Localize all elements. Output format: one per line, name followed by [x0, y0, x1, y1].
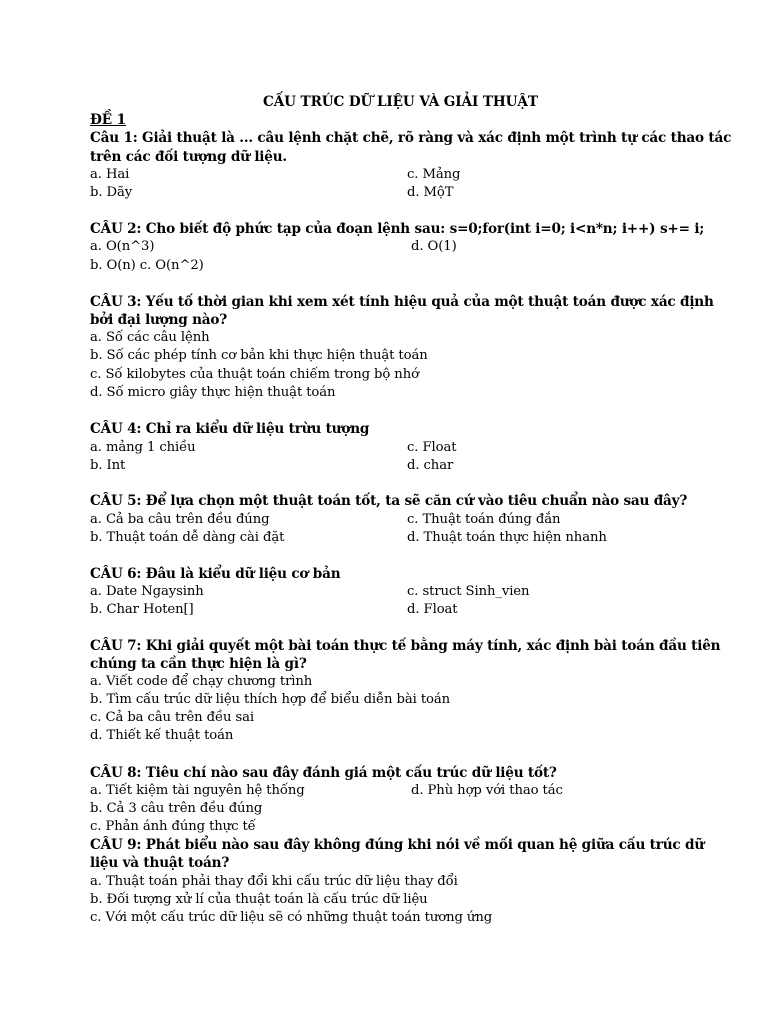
question-5-option-d: d. Thuật toán thực hiện nhanh — [407, 530, 607, 545]
question-3-option-d: d. Số micro giây thực hiện thuật toán — [90, 385, 336, 400]
question-1-option-c: c. Mảng — [407, 167, 461, 182]
question-5-option-b: b. Thuật toán dễ dàng cài đặt — [90, 530, 285, 545]
question-8-option-a: a. Tiết kiệm tài nguyên hệ thống — [90, 783, 305, 798]
question-8-option-b: b. Cả 3 câu trên đều đúng — [90, 801, 263, 816]
question-1-option-a: a. Hai — [90, 167, 130, 182]
question-1-line-1: Câu 1: Giải thuật là ... câu lệnh chặt chẽ, rõ ràng và xác định một trình tự các thao tác — [90, 130, 732, 146]
question-3-option-c: c. Số kilobytes của thuật toán chiếm trong bộ nhớ — [90, 367, 419, 382]
question-8-line-1: CÂU 8: Tiêu chí nào sau đây đánh giá một cấu trúc dữ liệu tốt? — [90, 765, 557, 781]
question-7-option-b: b. Tìm cấu trúc dữ liệu thích hợp để biểu diễn bài toán — [90, 692, 451, 707]
question-7-line-1: CÂU 7: Khi giải quyết một bài toán thực tế bằng máy tính, xác định bài toán đầu tiên — [90, 638, 721, 654]
question-1-option-d: d. MộT — [407, 185, 454, 200]
question-3-line-2: bởi đại lượng nào? — [90, 312, 228, 328]
question-7-option-a: a. Viết code để chạy chương trình — [90, 674, 313, 689]
document-title: CẤU TRÚC DỮ LIỆU VÀ GIẢI THUẬT — [263, 94, 538, 110]
question-1-line-2: trên các đối tượng dữ liệu. — [90, 149, 287, 165]
question-5-line-1: CÂU 5: Để lựa chọn một thuật toán tốt, ta sẽ căn cứ vào tiêu chuẩn nào sau đây? — [90, 493, 688, 509]
question-2-option-a: a. O(n^3) — [90, 239, 155, 254]
question-5-option-a: a. Cả ba câu trên đều đúng — [90, 512, 270, 527]
question-6-option-c: c. struct Sinh_vien — [407, 584, 530, 599]
question-7-line-2: chúng ta cần thực hiện là gì? — [90, 656, 307, 672]
question-3-option-a: a. Số các câu lệnh — [90, 330, 210, 345]
question-4-line-1: CÂU 4: Chỉ ra kiểu dữ liệu trừu tượng — [90, 421, 370, 437]
question-2-line-1: CÂU 2: Cho biết độ phức tạp của đoạn lệnh sau: s=0;for(int i=0; i<n*n; i++) s+= i; — [90, 221, 705, 237]
question-2-option-d: d. O(1) — [411, 239, 457, 254]
question-9-line-2: liệu và thuật toán? — [90, 855, 230, 871]
question-6-option-a: a. Date Ngaysinh — [90, 584, 204, 599]
question-8-option-c: c. Phản ánh đúng thực tế — [90, 819, 256, 834]
question-3-line-1: CÂU 3: Yếu tố thời gian khi xem xét tính hiệu quả của một thuật toán được xác định — [90, 294, 714, 310]
question-5-option-c: c. Thuật toán đúng đắn — [407, 512, 561, 527]
question-7-option-c: c. Cả ba câu trên đều sai — [90, 710, 255, 725]
question-9-line-1: CÂU 9: Phát biểu nào sau đây không đúng khi nói về mối quan hệ giữa cấu trúc dữ — [90, 837, 704, 853]
question-1-option-b: b. Dãy — [90, 185, 133, 200]
question-6-line-1: CÂU 6: Đâu là kiểu dữ liệu cơ bản — [90, 566, 341, 582]
exam-label: ĐỀ 1 — [90, 112, 127, 128]
question-7-option-d: d. Thiết kế thuật toán — [90, 728, 234, 743]
question-4-option-a: a. mảng 1 chiều — [90, 440, 196, 455]
question-6-option-b: b. Char Hoten[] — [90, 602, 194, 617]
question-9-option-b: b. Đối tượng xử lí của thuật toán là cấu trúc dữ liệu — [90, 892, 428, 907]
question-4-option-b: b. Int — [90, 458, 126, 473]
question-8-option-d: d. Phù hợp với thao tác — [411, 783, 563, 798]
question-4-option-c: c. Float — [407, 440, 457, 455]
question-2-option-bc: b. O(n) c. O(n^2) — [90, 258, 204, 273]
question-9-option-a: a. Thuật toán phải thay đổi khi cấu trúc dữ liệu thay đổi — [90, 874, 458, 889]
question-9-option-c: c. Với một cấu trúc dữ liệu sẽ có những thuật toán tương ứng — [90, 910, 493, 925]
question-3-option-b: b. Số các phép tính cơ bản khi thực hiện thuật toán — [90, 348, 428, 363]
question-6-option-d: d. Float — [407, 602, 458, 617]
question-4-option-d: d. char — [407, 458, 454, 473]
